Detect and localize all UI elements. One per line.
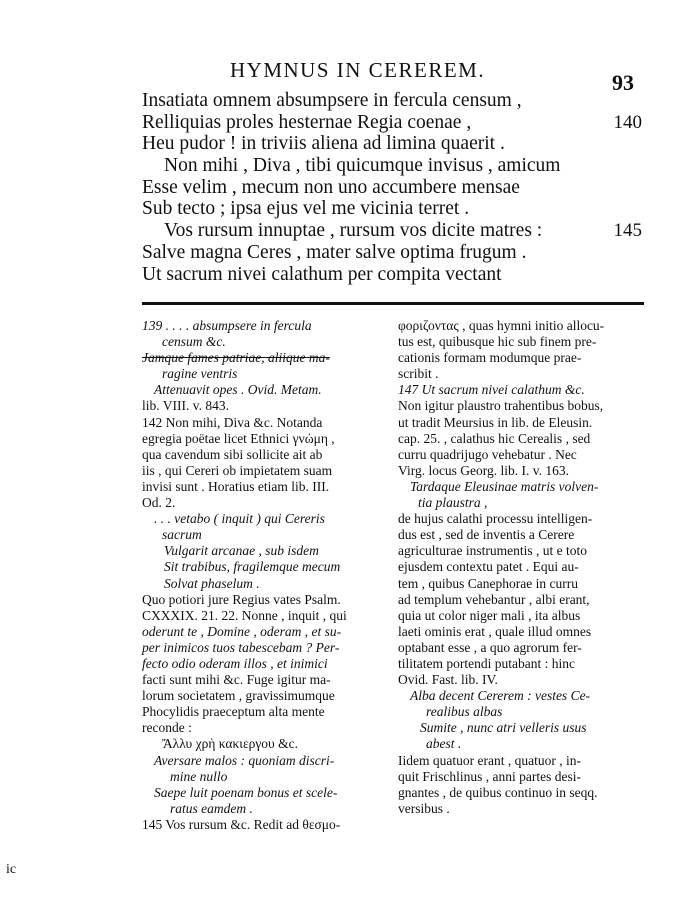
note-line: Virg. locus Georg. lib. I. v. 163. bbox=[398, 462, 570, 478]
verse-line: Esse velim , mecum non uno accumbere mensae bbox=[142, 176, 520, 198]
note-line: tus est, quibusque hic sub finem pre- bbox=[398, 334, 597, 350]
note-line: . . . vetabo ( inquit ) qui Cereris bbox=[154, 511, 325, 527]
note-line: Non igitur plaustro trahentibus bobus, bbox=[398, 398, 604, 414]
note-line: facti sunt mihi &c. Fuge igitur ma- bbox=[142, 672, 331, 688]
note-line: realibus albas bbox=[426, 704, 503, 720]
verse-line: Vos rursum innuptae , rursum vos dicite matres : 145 bbox=[164, 220, 642, 242]
note-line: Sit trabibus, fragilemque mecum bbox=[164, 559, 341, 575]
notes-right-column bbox=[398, 318, 650, 817]
note-line: fecto odio oderam illos , et inimici bbox=[142, 655, 328, 671]
note-line: ratus eamdem . bbox=[170, 800, 253, 816]
note-line: de hujus calathi processu intelligen- bbox=[398, 511, 593, 527]
note-line: optabant esse , a quo agrorum fer- bbox=[398, 639, 582, 655]
note-line: Ἄλλυ χρὴ κακιεργου &c. bbox=[162, 736, 298, 752]
note-line: reconde : bbox=[142, 720, 192, 736]
note-line: lorum societatem , gravissimumque bbox=[142, 688, 335, 704]
note-line: CXXXIX. 21. 22. Nonne , inquit , qui bbox=[142, 607, 347, 623]
note-line: dus est , sed de inventis a Cerere bbox=[398, 527, 575, 543]
note-line: ut tradit Meursius in lib. de Eleusin. bbox=[398, 414, 593, 430]
verse-block bbox=[142, 90, 642, 285]
note-line: mine nullo bbox=[170, 768, 228, 784]
note-line: invisi sunt . Horatius etiam lib. III. bbox=[142, 478, 330, 494]
verse-line: Non mihi , Diva , tibi quicumque invisus , amicum bbox=[164, 155, 561, 177]
note-line: quit Frischlinus , anni partes desi- bbox=[398, 768, 581, 784]
note-line: Jamque fames patriae, aliique ma- bbox=[142, 350, 330, 366]
note-line: 139 . . . . absumpsere in fercula bbox=[142, 318, 312, 333]
note-line: 147 Ut sacrum nivei calathum &c. bbox=[398, 382, 585, 398]
edge-mark: ic bbox=[6, 862, 17, 877]
note-line: Od. 2. bbox=[142, 495, 176, 511]
note-line: φοριζοντας , quas hymni initio allocu- bbox=[398, 318, 605, 333]
notes-left-column bbox=[142, 318, 387, 833]
verse-line: Insatiata omnem absumpsere in fercula censum , bbox=[142, 90, 522, 111]
note-line: 145 Vos rursum &c. Redit ad θεσμο- bbox=[142, 816, 341, 832]
note-line: Attenuavit opes . Ovid. Metam. bbox=[154, 382, 322, 398]
note-line: Phocylidis praeceptum alta mente bbox=[142, 704, 325, 720]
note-line: Iidem quatuor erant , quatuor , in- bbox=[398, 752, 581, 768]
note-line: qua cavendum sibi sollicite ait ab bbox=[142, 446, 323, 462]
verse-line: Ut sacrum nivei calathum per compita vectant bbox=[142, 263, 502, 285]
note-line: sacrum bbox=[162, 527, 202, 543]
note-line: per inimicos tuos tabescebam ? Per- bbox=[142, 639, 340, 655]
note-line: agriculturae instrumentis , ut e toto bbox=[398, 543, 587, 559]
note-line: abest . bbox=[426, 736, 462, 752]
note-line: laeti ominis erat , quale illud omnes bbox=[398, 623, 592, 639]
section-rule bbox=[142, 302, 644, 305]
verse-line: Relliquias proles hesternae Regia coenae , 140 bbox=[142, 111, 642, 133]
note-line: versibus . bbox=[398, 800, 450, 816]
note-line: Saepe luit poenam bonus et scele- bbox=[154, 784, 338, 800]
running-head: HYMNUS IN CEREREM. bbox=[230, 58, 486, 82]
verse-line: Sub tecto ; ipsa ejus vel me vicinia terret . bbox=[142, 198, 470, 220]
line-number: 145 bbox=[613, 220, 642, 242]
note-line: tem , quibus Canephorae in curru bbox=[398, 575, 578, 591]
note-line: censum &c. bbox=[162, 334, 226, 350]
note-line: ejusdem contextu patet . Equi au- bbox=[398, 559, 579, 575]
note-line: curru quadrijugo vehebatur . Nec bbox=[398, 446, 577, 462]
note-line: gnantes , de quibus continuo in seqq. bbox=[398, 784, 598, 800]
note-line: tilitatem portendi putabant : hinc bbox=[398, 655, 575, 671]
note-line: ad templum vehebantur , albi erant, bbox=[398, 591, 590, 607]
verse-line: Heu pudor ! in triviis aliena ad limina quaerit . bbox=[142, 133, 505, 155]
note-line: oderunt te , Domine , oderam , et su- bbox=[142, 623, 342, 639]
line-number: 140 bbox=[613, 111, 642, 133]
note-line: Vulgarit arcanae , sub isdem bbox=[164, 543, 319, 559]
note-line: Alba decent Cererem : vestes Ce- bbox=[410, 688, 591, 704]
verse-line: Salve magna Ceres , mater salve optima frugum . bbox=[142, 241, 527, 263]
note-line: cap. 25. , calathus hic Cerealis , sed bbox=[398, 430, 591, 446]
note-line: Tardaque Eleusinae matris volven- bbox=[410, 478, 599, 494]
note-line: cationis formam modumque prae- bbox=[398, 350, 582, 366]
page-number: 93 bbox=[612, 70, 634, 95]
note-line: lib. VIII. v. 843. bbox=[142, 398, 229, 414]
note-line: Ovid. Fast. lib. IV. bbox=[398, 672, 498, 688]
note-line: Quo potiori jure Regius vates Psalm. bbox=[142, 591, 341, 607]
note-line: ragine ventris bbox=[162, 366, 238, 382]
note-line: egregia poëtae licet Ethnici γνώμη , bbox=[142, 430, 335, 446]
note-line: tia plaustra , bbox=[418, 495, 488, 511]
note-line: Solvat phaselum . bbox=[164, 575, 260, 591]
note-line: Aversare malos : quoniam discri- bbox=[154, 752, 335, 768]
note-line: quia ut color niger mali , ita albus bbox=[398, 607, 581, 623]
note-line: iis , qui Cereri ob impietatem suam bbox=[142, 462, 333, 478]
note-line: scribit . bbox=[398, 366, 439, 382]
note-line: Sumite , nunc atri velleris usus bbox=[420, 720, 587, 736]
note-line: 142 Non mihi, Diva &c. Notanda bbox=[142, 414, 323, 430]
